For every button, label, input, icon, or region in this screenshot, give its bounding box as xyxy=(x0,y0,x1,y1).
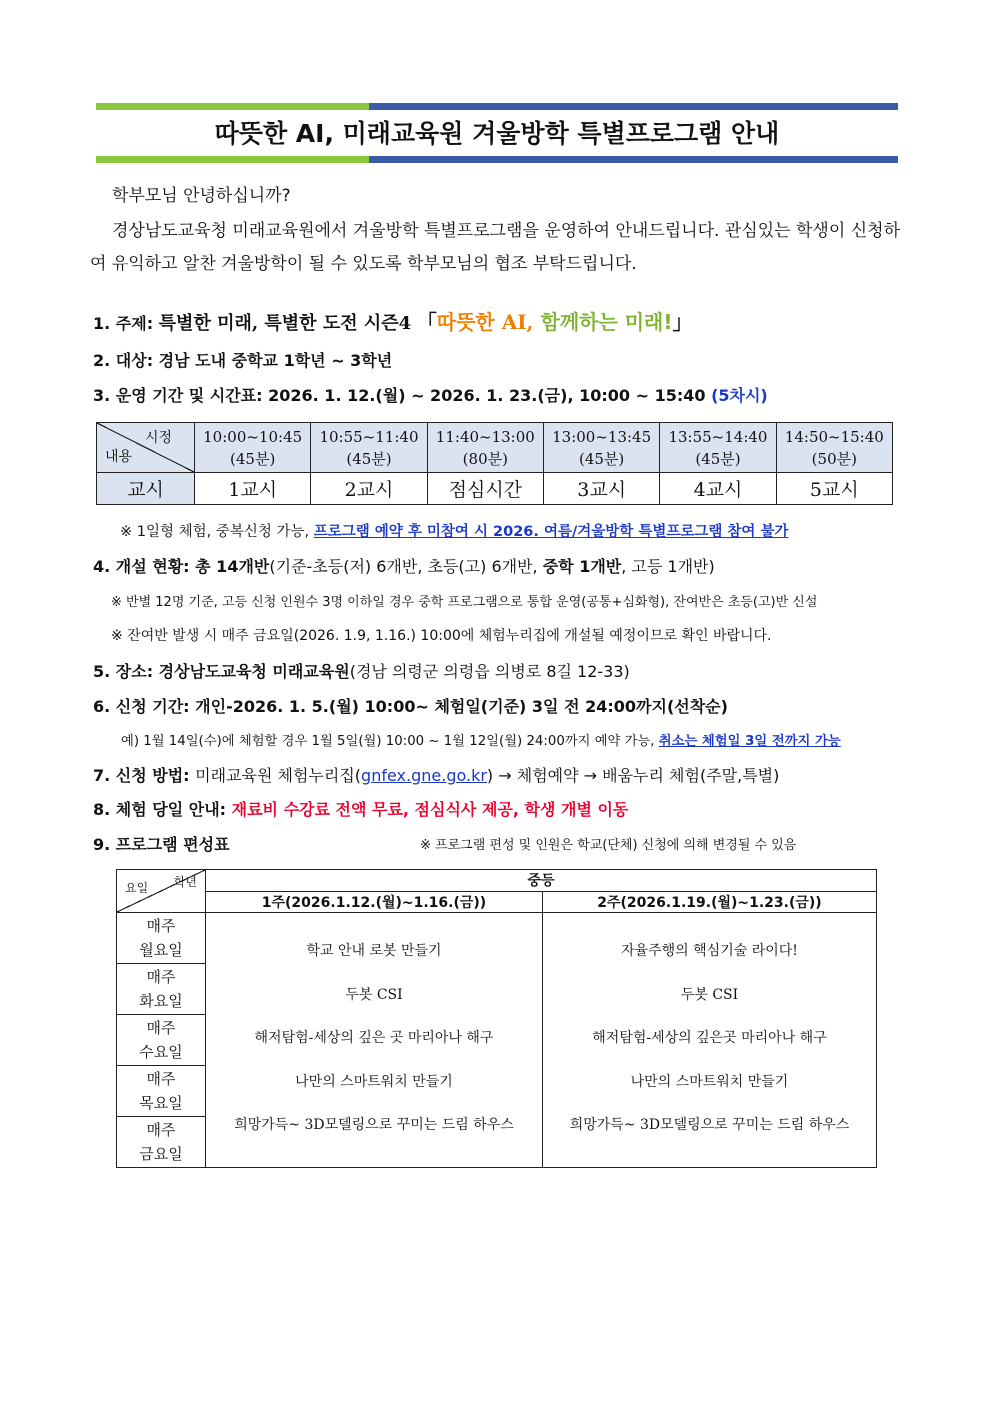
day-line: 화요일 xyxy=(139,992,183,1010)
program-corner-cell xyxy=(117,870,206,913)
section-7-text2: ) → 체험예약 → 배움누리 체험(주말,특별) xyxy=(486,766,780,785)
title-top-bar xyxy=(96,103,898,110)
slot-time-cell xyxy=(311,423,427,473)
topic-highlight-2: 함께하는 미래! xyxy=(533,310,673,334)
header-content-label: 내용 xyxy=(105,449,133,465)
slot-label-cell: 1교시 xyxy=(195,473,311,505)
row-label-cell: 교시 xyxy=(97,473,195,505)
title-banner xyxy=(96,103,898,163)
week-1-programs xyxy=(206,913,543,1168)
section-4-text2: , 고등 1개반) xyxy=(621,557,715,576)
program-table xyxy=(116,869,877,1168)
program-item: 자율주행의 핵심기술 라이다! xyxy=(621,943,798,959)
slot-time: 13:00~13:45 xyxy=(552,427,652,446)
section-6-label: 6. 신청 기간: xyxy=(93,697,190,716)
section-2-target xyxy=(93,348,392,371)
section-1-text: 특별한 미래, 특별한 도전 시즌4 xyxy=(158,313,412,334)
section-4-bold2: 중학 1개반 xyxy=(542,557,622,576)
section-3-label: 3. 운영 기간 및 시간표: xyxy=(93,386,263,405)
note-4-prefix: 예) 1월 14일(수)에 체험할 경우 1월 5일(월) 10:00 ~ 1월 12일(월) 24:00까지 예약 가능, xyxy=(121,734,659,749)
corner-day-label: 요일 xyxy=(125,881,149,895)
note-3: ※ 잔여반 발생 시 매주 금요일(2026. 1.9, 1.16.) 10:00에 체험누리집에 개설될 예정이므로 확인 바랍니다. xyxy=(111,628,772,644)
week-1-header: 1주(2026.1.12.(월)~1.16.(금)) xyxy=(206,891,543,913)
note-1-prefix: ※ 1일형 체험, 중복신청 가능, xyxy=(120,524,314,540)
section-6-period xyxy=(93,694,728,717)
section-4-classes xyxy=(93,554,715,577)
section-7-method xyxy=(93,763,779,786)
slot-duration: (45분) xyxy=(695,449,741,468)
slot-time: 10:55~11:40 xyxy=(319,427,419,446)
bracket-open: 「 xyxy=(416,310,437,334)
day-cell-mon xyxy=(117,913,206,964)
slot-duration: (45분) xyxy=(346,449,392,468)
slot-time-cell xyxy=(427,423,543,473)
section-2-label: 2. 대상: xyxy=(93,351,154,370)
section-4-bold1: 총 14개반 xyxy=(195,557,270,576)
section-7-text1: 미래교육원 체험누리집( xyxy=(195,766,362,785)
day-line: 수요일 xyxy=(139,1043,183,1061)
program-item: 해저탐험-세상의 깊은곳 마리아나 해구 xyxy=(592,1030,827,1046)
program-item: 두봇 CSI xyxy=(345,986,403,1003)
section-8-label: 8. 체험 당일 안내: xyxy=(93,800,227,819)
time-schedule-table xyxy=(96,422,893,505)
corner-grade-label: 학년 xyxy=(173,875,197,889)
slot-label-cell: 4교시 xyxy=(660,473,776,505)
topic-highlight-1: 따뜻한 AI, xyxy=(436,310,534,334)
section-8-highlight: 재료비 수강료 전액 무료, 점심식사 제공, 학생 개별 이동 xyxy=(231,800,629,819)
program-item: 두봇 CSI xyxy=(680,986,739,1003)
section-8-notice xyxy=(93,797,628,820)
section-7-label: 7. 신청 방법: xyxy=(93,766,190,785)
slot-time: 13:55~14:40 xyxy=(668,427,768,446)
section-1-label: 1. 주제: xyxy=(93,314,154,333)
day-line: 월요일 xyxy=(139,941,183,959)
slot-duration: (80분) xyxy=(462,449,508,468)
program-item: 희망가득~ 3D모델링으로 꾸미는 드림 하우스 xyxy=(569,1117,850,1133)
program-item: 나만의 스마트워치 만들기 xyxy=(630,1073,789,1090)
program-item: 해저탐험-세상의 깊은 곳 마리아나 해구 xyxy=(254,1030,494,1046)
day-line: 매주 xyxy=(146,968,176,986)
note-4 xyxy=(121,730,841,749)
section-9-note: ※ 프로그램 편성 및 인원은 학교(단체) 신청에 의해 변경될 수 있음 xyxy=(420,838,797,853)
slot-label-cell: 2교시 xyxy=(311,473,427,505)
section-9-program: 9. 프로그램 편성표 xyxy=(93,835,230,854)
slot-time-cell xyxy=(543,423,659,473)
week-2-header: 2주(2026.1.19.(월)~1.23.(금)) xyxy=(543,891,877,913)
title-bottom-bar xyxy=(96,156,898,163)
section-4-label: 4. 개설 현황: xyxy=(93,557,190,576)
nuri-site-link[interactable]: gnfex.gne.go.kr xyxy=(361,766,487,785)
slot-duration: (45분) xyxy=(230,449,276,468)
program-item: 나만의 스마트워치 만들기 xyxy=(295,1073,453,1090)
note-4-highlight: 취소는 체험일 3일 전까지 가능 xyxy=(658,734,841,749)
level-header: 중등 xyxy=(206,870,877,892)
day-cell-thu xyxy=(117,1066,206,1117)
greeting: 학부모님 안녕하십니까? xyxy=(112,186,291,206)
slot-time: 11:40~13:00 xyxy=(435,427,535,446)
day-line: 매주 xyxy=(146,1121,176,1139)
page-title: 따뜻한 AI, 미래교육원 겨울방학 특별프로그램 안내 xyxy=(214,119,780,148)
slot-duration: (50분) xyxy=(811,449,857,468)
note-1 xyxy=(120,520,789,541)
day-cell-fri xyxy=(117,1117,206,1168)
section-3-highlight: (5차시) xyxy=(711,386,768,405)
section-3-text: 2026. 1. 12.(월) ~ 2026. 1. 23.(금), 10:00 ~ 15:40 xyxy=(268,386,706,405)
week-2-programs xyxy=(543,913,877,1168)
slot-label-cell: 점심시간 xyxy=(427,473,543,505)
section-5-label: 5. 장소: xyxy=(93,662,154,681)
schedule-corner-cell xyxy=(97,423,195,473)
day-line: 목요일 xyxy=(139,1094,183,1112)
slot-label-cell: 5교시 xyxy=(776,473,892,505)
section-5-location xyxy=(93,659,630,682)
intro-paragraph: 경상남도교육청 미래교육원에서 겨울방학 특별프로그램을 운영하여 안내드립니다. 관심있는 학생이 신청하여 유익하고 알찬 겨울방학이 될 수 있도록 학부모님의 협조 부탁드립니다. xyxy=(90,221,900,274)
slot-time: 10:00~10:45 xyxy=(203,427,303,446)
bracket-close: 」 xyxy=(672,310,693,334)
slot-label-cell: 3교시 xyxy=(543,473,659,505)
slot-duration: (45분) xyxy=(579,449,625,468)
note-2: ※ 반별 12명 기준, 고등 신청 인원수 3명 이하일 경우 중학 프로그램으로 통합 운영(공통+심화형), 잔여반은 초등(고)반 신설 xyxy=(111,595,818,610)
slot-time: 14:50~15:40 xyxy=(784,427,884,446)
header-time-label: 시정 xyxy=(144,430,172,446)
day-cell-tue xyxy=(117,964,206,1015)
slot-time-cell xyxy=(195,423,311,473)
section-2-text: 경남 도내 중학교 1학년 ~ 3학년 xyxy=(158,351,393,370)
day-line: 금요일 xyxy=(139,1145,183,1163)
section-1-topic xyxy=(93,306,693,335)
program-item: 학교 안내 로봇 만들기 xyxy=(306,943,442,959)
section-4-text1: (기준-초등(저) 6개반, 초등(고) 6개반, xyxy=(269,557,543,576)
slot-time-cell xyxy=(660,423,776,473)
program-item: 희망가득~ 3D모델링으로 꾸미는 드림 하우스 xyxy=(234,1117,514,1133)
slot-time-cell xyxy=(776,423,892,473)
section-5-bold: 경상남도교육청 미래교육원 xyxy=(158,662,350,681)
day-line: 매주 xyxy=(146,1070,176,1088)
day-line: 매주 xyxy=(146,1019,176,1037)
section-3-schedule xyxy=(93,383,768,406)
note-1-highlight: 프로그램 예약 후 미참여 시 2026. 여름/겨울방학 특별프로그램 참여 불가 xyxy=(313,524,789,540)
day-line: 매주 xyxy=(146,917,176,935)
day-cell-wed xyxy=(117,1015,206,1066)
section-6-text: 개인-2026. 1. 5.(월) 10:00~ 체험일(기준) 3일 전 24:00까지(선착순) xyxy=(195,697,728,716)
section-5-text: (경남 의령군 의령읍 의병로 8길 12-33) xyxy=(349,662,630,681)
